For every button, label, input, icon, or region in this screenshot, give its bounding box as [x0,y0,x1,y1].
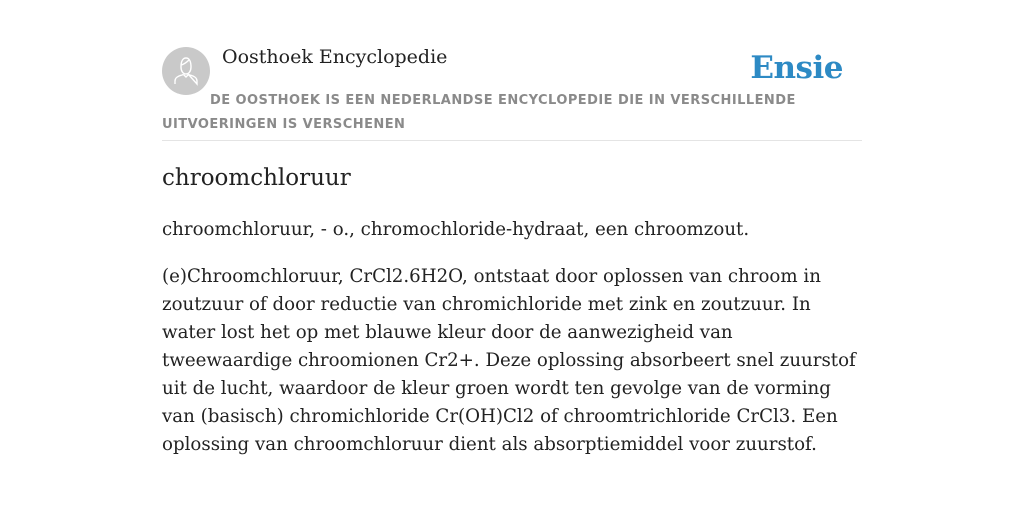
entry-paragraph-definition: chroomchloruur, - o., chromochloride-hydraat, een chroomzout. [162,219,750,240]
user-silhouette-icon [162,47,210,95]
source-avatar[interactable] [162,47,210,95]
brand-logo[interactable]: Ensie [750,50,843,86]
entry-title: chroomchloruur [162,165,351,191]
source-header [162,46,862,141]
entry-paragraph-description: (e)Chroomchloruur, CrCl2.6H2O, ontstaat door oplossen van chroom in zoutzuur of door reductie van chromichloride met zink en zoutzuur. In water lost het op met blauwe kleur door de aanwezigheid van tweewaardige chroomionen Cr2+. Deze oplossing absorbeert snel zuurstof uit de lucht, waardoor de kleur groen wordt ten gevolge van de vorming van (basisch) chromichloride Cr(OH)Cl2 of chroomtrichloride CrCl3. Een oplossing van chroomchloruur dient als absorptiemiddel voor zuurstof. [162,266,856,455]
source-description: DE OOSTHOEK IS EEN NEDERLANDSE ENCYCLOPEDIE DIE IN VERSCHILLENDE UITVOERINGEN IS VERSCHENEN [162,93,796,132]
source-name-link[interactable]: Oosthoek Encyclopedie [222,46,448,68]
entry-content [162,160,862,459]
